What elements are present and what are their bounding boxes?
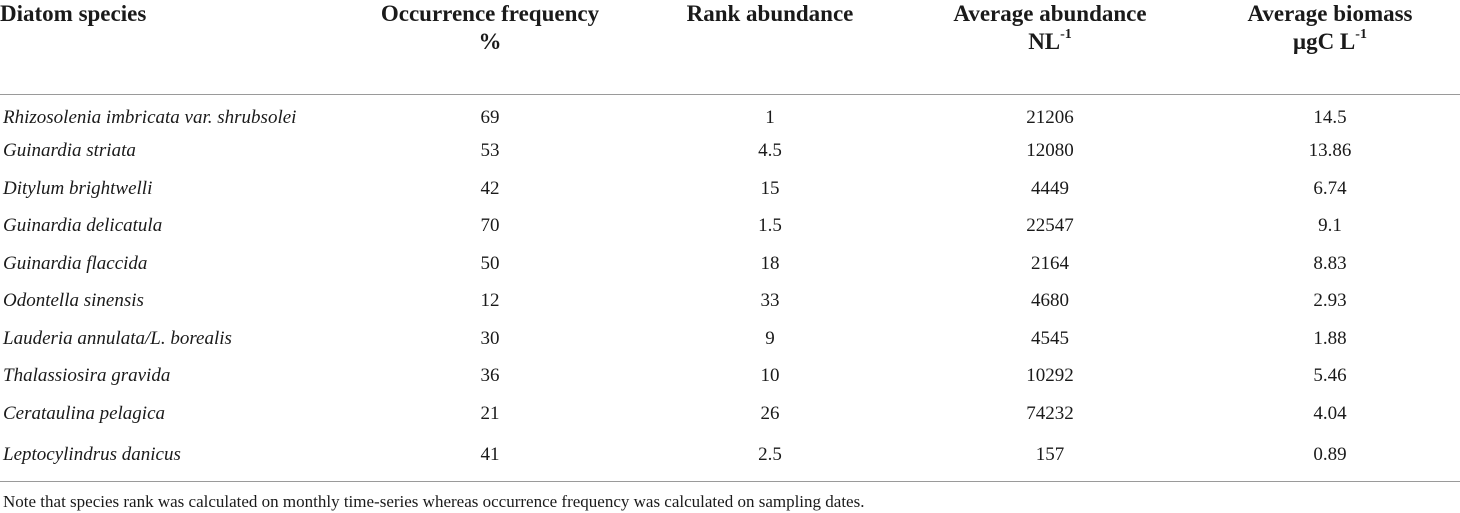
unit-text: μgC L	[1293, 29, 1356, 54]
header-label: Average abundance	[953, 1, 1147, 26]
species-cell: Leptocylindrus danicus	[0, 433, 340, 482]
occurrence-frequency-cell: 53	[480, 140, 500, 162]
average-biomass-cell: 1.88	[1313, 327, 1347, 349]
table-row	[0, 94, 1460, 133]
table-row	[0, 208, 1460, 246]
table-header	[0, 0, 1460, 94]
table-note: Note that species rank was calculated on monthly time-series whereas occurrence frequency was calculated on sampling dates.	[3, 491, 865, 511]
header-unit	[1200, 28, 1460, 56]
rank-abundance-cell: 15	[760, 177, 780, 199]
table-row	[0, 395, 1460, 433]
average-abundance-cell: 74232	[1026, 402, 1074, 424]
species-cell: Guinardia flaccida	[3, 252, 148, 274]
average-biomass-cell: 13.86	[1308, 140, 1352, 162]
rank-abundance-cell: 4.5	[758, 140, 782, 162]
header-average-biomass	[1200, 0, 1460, 94]
occurrence-frequency-cell: 36	[480, 365, 500, 387]
average-abundance-cell: 4680	[1031, 290, 1069, 312]
occurrence-frequency-cell: 12	[480, 290, 500, 312]
species-cell: Cerataulina pelagica	[3, 402, 166, 424]
rank-abundance-cell: 10	[760, 365, 780, 387]
species-cell: Guinardia delicatula	[3, 215, 163, 237]
header-unit	[900, 28, 1200, 56]
species-cell: Rhizosolenia imbricata var. shrubsolei	[3, 106, 297, 128]
header-row	[0, 0, 1460, 94]
average-biomass-cell: 9.1	[1318, 215, 1342, 237]
average-abundance-cell: 10292	[1026, 365, 1074, 387]
table-row	[0, 358, 1460, 396]
header-average-abundance	[900, 0, 1200, 94]
header-label: Average biomass	[1247, 1, 1413, 26]
average-abundance-cell: 21206	[1026, 106, 1074, 128]
average-biomass-cell: 8.83	[1313, 252, 1347, 274]
rank-abundance-cell: 33	[760, 290, 780, 312]
table-row	[0, 433, 1460, 482]
rank-abundance-cell: 1.5	[758, 215, 782, 237]
species-cell: Thalassiosira gravida	[3, 365, 171, 387]
average-biomass-cell: 2.93	[1313, 290, 1347, 312]
header-label: Diatom species	[0, 1, 147, 26]
average-biomass-cell: 4.04	[1313, 402, 1347, 424]
header-label: Occurrence frequency	[380, 1, 600, 26]
header-occurrence-frequency	[340, 0, 640, 94]
occurrence-frequency-cell: 42	[480, 177, 500, 199]
average-abundance-cell: 2164	[1031, 252, 1069, 274]
average-biomass-cell: 6.74	[1313, 177, 1347, 199]
average-abundance-cell: 22547	[1026, 215, 1074, 237]
occurrence-frequency-cell: 69	[480, 106, 500, 128]
species-cell: Odontella sinensis	[3, 290, 144, 312]
occurrence-frequency-cell: 30	[480, 327, 500, 349]
header-unit: %	[478, 29, 502, 54]
table-row	[0, 133, 1460, 171]
average-biomass-cell: 14.5	[1313, 106, 1347, 128]
table-row	[0, 170, 1460, 208]
occurrence-frequency-cell: 21	[480, 402, 500, 424]
average-abundance-cell: 12080	[1026, 140, 1074, 162]
header-diatom-species	[0, 0, 340, 94]
rank-abundance-cell: 26	[760, 402, 780, 424]
average-abundance-cell: 157	[900, 433, 1200, 482]
species-cell: Guinardia striata	[3, 140, 136, 162]
rank-abundance-cell: 9	[765, 327, 775, 349]
species-cell: Lauderia annulata/L. borealis	[3, 327, 232, 349]
species-cell: Ditylum brightwelli	[3, 177, 153, 199]
occurrence-frequency-cell: 70	[480, 215, 500, 237]
header-rank-abundance	[640, 0, 900, 94]
rank-abundance-cell: 18	[760, 252, 780, 274]
table-row	[0, 245, 1460, 283]
average-biomass-cell: 5.46	[1313, 365, 1347, 387]
average-abundance-cell: 4545	[1031, 327, 1069, 349]
unit-superscript: -1	[1060, 27, 1072, 43]
table-row	[0, 283, 1460, 321]
header-label: Rank abundance	[686, 1, 854, 26]
unit-text: NL	[1028, 29, 1061, 54]
rank-abundance-cell: 2.5	[640, 433, 900, 482]
average-biomass-cell: 0.89	[1200, 433, 1460, 482]
occurrence-frequency-cell: 50	[480, 252, 500, 274]
average-abundance-cell: 4449	[1031, 177, 1069, 199]
table-row	[0, 320, 1460, 358]
table-body	[0, 94, 1460, 481]
occurrence-frequency-cell: 41	[340, 433, 640, 482]
unit-superscript: -1	[1355, 27, 1367, 43]
rank-abundance-cell: 1	[765, 106, 775, 128]
